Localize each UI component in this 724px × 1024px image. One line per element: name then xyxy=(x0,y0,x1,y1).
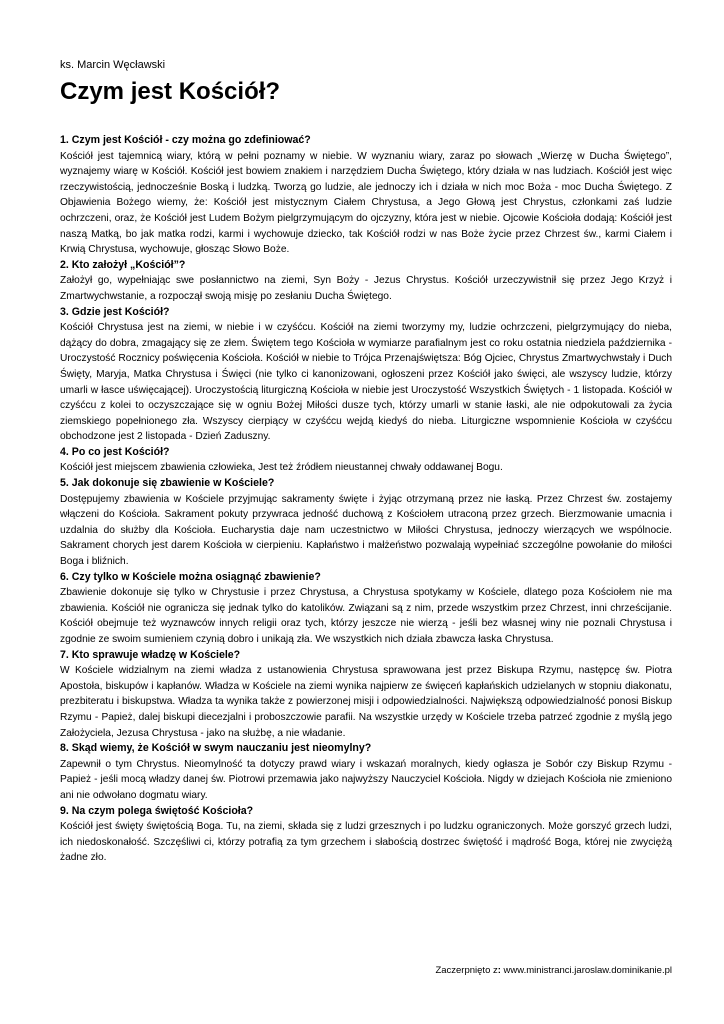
footer-colon: : xyxy=(497,965,501,976)
question-heading: 8. Skąd wiemy, że Kościół w swym nauczaniu jest nieomylny? xyxy=(60,742,372,755)
answer-paragraph: Kościół jest miejscem zbawienia człowieka, Jest też źródłem nieustannej chwały oddawanej Bogu. xyxy=(60,462,503,474)
footer-label: Zaczerpnięto z xyxy=(435,965,498,976)
question-heading: 6. Czy tylko w Kościele można osiągnąć zbawienie? xyxy=(60,570,321,583)
section-7 xyxy=(60,648,672,742)
page-title: Czym jest Kościół? xyxy=(60,78,281,105)
footer-source-link[interactable]: www.ministranci.jaroslaw.dominikanie.pl xyxy=(500,965,672,976)
section-2 xyxy=(60,258,672,305)
answer-paragraph: Zbawienie dokonuje się tylko w Chrystusie i przez Chrystusa, a Chrystusa spotykamy w Kościele, dlatego poza Kościołem nie ma zbawienia. Kościół nie ogranicza się jednak tylko do katolików. Związani są z nim, przede wszystkim przez Chrzest, inni chrześcijanie. Kościół obejmuje też wyznawców innych religii oraz tych, którzy jeszcze nie wierzą - jeśli bez własnej winy nie poznali Chrystusa i zgodnie ze swoim sumieniem czynią dobro i unikają zła. We wszystkich nich działa zbawcza łaska Chrystusa. xyxy=(60,587,672,645)
answer-paragraph: Kościół jest tajemnicą wiary, którą w pełni poznamy w niebie. W wyznaniu wiary, zaraz po słowach „Wierzę w Ducha Świętego”, wyznajemy wiarę w Kościół. Kościół jest bowiem znakiem i narzędziem Ducha Świętego, który działa w nas ludziach. Kościół jest więc rzeczywistością, jednocześnie Boską i ludzką. Tworzą go ludzie, ale jednoczy ich i działa w nich moc Boża - moc Ducha Świętego. Z Objawienia Bożego wiemy, że: Kościół jest mistycznym Ciałem Chrystusa, a Jego Głową jest Chrystus, członkami zaś ludzie ochrzczeni, oraz, że Kościół jest Ludem Bożym pielgrzymującym do ojczyzny, która jest w niebie. Ojcowie Kościoła dodają: Kościół jest naszą Matką, bo jak matka rodzi, karmi i wychowuje dziecko, tak Kościół rodzi w nas Boże życie przez Chrzest św., karmi Ciałem i Krwią Chrystusa, wychowuje, głosząc Słowo Boże. xyxy=(60,150,672,256)
section-9 xyxy=(60,804,672,866)
author: ks. Marcin Węcławski xyxy=(60,59,166,71)
section-4 xyxy=(60,445,672,476)
question-heading: 3. Gdzie jest Kościół? xyxy=(60,305,170,318)
section-1 xyxy=(60,133,672,258)
answer-paragraph: Zapewnił o tym Chrystus. Nieomylność ta dotyczy prawd wiary i wskazań moralnych, kiedy ogłasza je Sobór czy Biskup Rzymu - Papież - jeśli mocą władzy danej św. Piotrowi przemawia jako najwyższy Nauczyciel Kościoła. Nigdy w dziejach Kościoła nie zmieniono ani nie odwołano dogmatu wiary. xyxy=(60,758,672,801)
answer-paragraph: Kościół jest święty świętością Boga. Tu, na ziemi, składa się z ludzi grzesznych i po ludzku ograniczonych. Może gorszyć grzech ludzi, ich niedoskonałość. Szczęśliwi ci, którzy potrafią za tym grzechem i słabością dostrzec świętość i mądrość Boga, której nie zwyciężą żadne zło. xyxy=(60,821,672,864)
answer-paragraph: W Kościele widzialnym na ziemi władza z ustanowienia Chrystusa sprawowana jest przez Biskupa Rzymu, następcę św. Piotra Apostoła, biskupów i kapłanów. Władza w Kościele na ziemi wynika najpierw ze święceń kapłańskich udzielanych w stopniu diakonatu, prezbiteratu i biskupstwa. Władza ta wynika także z powierzonej misji i odpowiedzialności. Największą odpowiedzialność ponosi Biskup Rzymu - Papież, dalej biskupi diecezjalni i proboszczowie parafii. Na wszystkie urzędy w Kościele trzeba patrzeć zgodnie z myślą jego Założyciela, Jezusa Chrystusa - jako na służbę, a nie władanie. xyxy=(60,665,672,739)
answer-paragraph: Dostępujemy zbawienia w Kościele przyjmując sakramenty święte i żyjąc otrzymaną przez nie łaską. Przez Chrzest św. zostajemy włączeni do Kościoła. Sakrament pokuty przywraca jedność duchową z Kościołem utraconą przez grzech. Bierzmowanie umacnia i uzdalnia do służby dla Kościoła. Eucharystia daje nam uczestnictwo w Miłości Chrystusa, jednoczy wierzących we wspólnocie. Sakrament chorych jest darem Kościoła w cierpieniu. Kapłaństwo i małżeństwo pozwalają wypełniać szczególne powołanie do miłości Boga i bliźnich. xyxy=(60,493,672,568)
question-heading: 7. Kto sprawuje władzę w Kościele? xyxy=(60,648,241,661)
question-heading: 9. Na czym polega świętość Kościoła? xyxy=(60,804,254,817)
question-heading: 5. Jak dokonuje się zbawienie w Kościele? xyxy=(60,477,275,490)
section-8 xyxy=(60,741,672,803)
source-footer xyxy=(435,965,672,977)
section-3 xyxy=(60,305,672,445)
section-6 xyxy=(60,570,672,648)
section-5 xyxy=(60,476,672,570)
question-heading: 4. Po co jest Kościół? xyxy=(60,445,170,458)
answer-paragraph: Założył go, wypełniając swe posłannictwo na ziemi, Syn Boży - Jezus Chrystus. Kościół urzeczywistnił się przez Jego Krzyż i Zmartwychwstanie, a rozpoczął swoją misję po zesłaniu Ducha Świętego. xyxy=(60,275,672,302)
answer-paragraph: Kościół Chrystusa jest na ziemi, w niebie i w czyśćcu. Kościół na ziemi tworzymy my, ludzie ochrzczeni, pielgrzymujący do nieba, dążący do dobra, zmagający się ze złem. Świętem tego Kościoła w wymiarze parafialnym jest co roku ostatnia niedziela października - Uroczystość Rocznicy poświęcenia Kościoła. Kościół w niebie to Trójca Przenajświętsza: Bóg Ojciec, Chrystus Zmartwychwstały i Duch Święty, Maryja, Matka Chrystusa i Święci (nie tylko ci kanonizowani, ogłoszeni przez Kościół jako święci, ale wszyscy ludzie, którzy umarli w łasce uświęcającej). Uroczystością liturgiczną Kościoła w niebie jest Uroczystość Wszystkich Świętych - 1 listopada. Kościół w czyśćcu z kolei to oczyszczające się w ogniu Bożej Miłości dusze tych, którzy umarli w stanie łaski, ale nie odpokutowali za życia ziemskiego popełnionego zła. Wszyscy cierpiący w czyśćcu wejdą kiedyś do nieba. Liturgiczne wspomnienie Kościoła w czyśćcu obchodzone jest 2 listopada - Dzień Zaduszny. xyxy=(60,322,672,443)
question-heading: 2. Kto założył „Kościół”? xyxy=(60,258,186,271)
question-heading: 1. Czym jest Kościół - czy można go zdefiniować? xyxy=(60,134,311,146)
